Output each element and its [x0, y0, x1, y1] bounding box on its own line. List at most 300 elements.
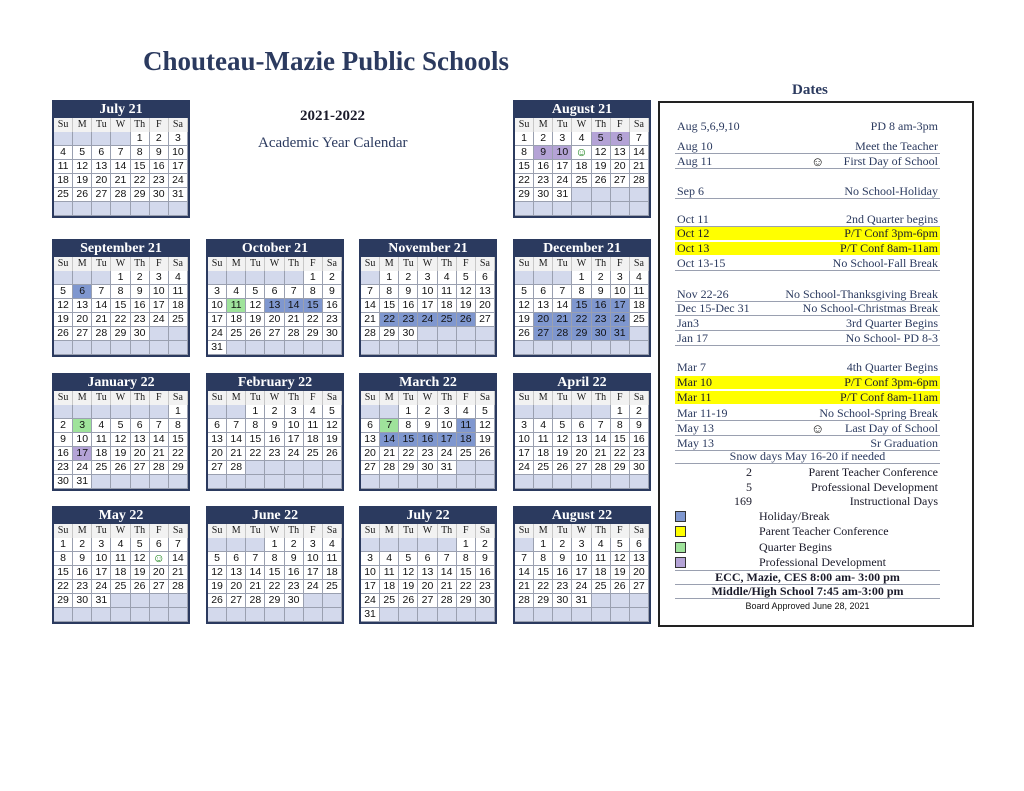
weekday-label: Th — [131, 391, 150, 405]
date-entry — [675, 213, 940, 227]
date-entry — [675, 140, 940, 154]
empty-day — [592, 594, 611, 608]
calendar-day: 26 — [399, 594, 418, 608]
empty-day — [476, 327, 495, 341]
empty-day — [323, 608, 342, 622]
calendar-day: 16 — [630, 433, 649, 447]
event-label: No School-Fall Break — [832, 256, 938, 270]
date-label: May 13 — [677, 421, 714, 435]
month-calendar — [52, 373, 190, 491]
weekday-label: M — [534, 257, 553, 271]
weekday-label: Su — [54, 524, 73, 538]
calendar-day: 19 — [515, 313, 534, 327]
calendar-day: 31 — [73, 475, 92, 489]
calendar-day: 3 — [169, 132, 188, 146]
calendar-day: 18 — [111, 566, 130, 580]
calendar-day: 26 — [323, 447, 342, 461]
calendar-day: 9 — [73, 552, 92, 566]
calendar-day: 5 — [399, 552, 418, 566]
empty-day — [611, 594, 630, 608]
calendar-day: 8 — [572, 285, 591, 299]
empty-day — [304, 475, 323, 489]
calendar-day: 30 — [131, 327, 150, 341]
calendar-day: 13 — [92, 160, 111, 174]
weekday-label: Sa — [323, 524, 342, 538]
date-entry — [675, 288, 940, 302]
calendar-day: 29 — [111, 327, 130, 341]
day-count-label: Professional Development — [811, 480, 938, 494]
calendar-day: 5 — [54, 285, 73, 299]
empty-day — [553, 271, 572, 285]
month-title: February 22 — [208, 375, 342, 391]
empty-day — [208, 405, 227, 419]
calendar-day: 20 — [534, 313, 553, 327]
calendar-day: 25 — [92, 461, 111, 475]
empty-day — [515, 475, 534, 489]
calendar-day: 10 — [572, 552, 591, 566]
empty-day — [246, 538, 265, 552]
empty-day — [227, 538, 246, 552]
calendar-day: 19 — [592, 160, 611, 174]
empty-day — [265, 475, 284, 489]
empty-day — [265, 608, 284, 622]
calendar-day: 26 — [73, 188, 92, 202]
weekday-label: Th — [285, 524, 304, 538]
weekday-label: Tu — [246, 391, 265, 405]
weekday-label: M — [73, 118, 92, 132]
calendar-day: 8 — [265, 552, 284, 566]
calendar-day: 3 — [438, 405, 457, 419]
weekday-label: M — [534, 524, 553, 538]
calendar-day: 30 — [534, 188, 553, 202]
weekday-label: Su — [54, 391, 73, 405]
weekday-label: Su — [515, 524, 534, 538]
calendar-day: 12 — [54, 299, 73, 313]
month-title: August 21 — [515, 102, 649, 118]
weekday-label: Sa — [169, 391, 188, 405]
calendar-day: 23 — [285, 580, 304, 594]
calendar-day: 28 — [285, 327, 304, 341]
calendar-day: 5 — [515, 285, 534, 299]
calendar-day: 12 — [457, 285, 476, 299]
calendar-day: 3 — [418, 271, 437, 285]
calendar-day: 6 — [361, 419, 380, 433]
calendar-day: 4 — [457, 405, 476, 419]
calendar-day: 19 — [611, 566, 630, 580]
empty-day — [227, 341, 246, 355]
empty-day — [572, 405, 591, 419]
calendar-day: 14 — [380, 433, 399, 447]
calendar-day: 10 — [553, 146, 572, 160]
calendar-day: 24 — [73, 461, 92, 475]
calendar-day: 4 — [54, 146, 73, 160]
empty-day — [169, 327, 188, 341]
calendar-day: 23 — [131, 313, 150, 327]
calendar-day: 2 — [323, 271, 342, 285]
calendar-day: 10 — [285, 419, 304, 433]
calendar-day: 22 — [131, 174, 150, 188]
calendar-day: 19 — [246, 313, 265, 327]
weekday-label: Tu — [553, 257, 572, 271]
event-label: Sr Graduation — [870, 436, 938, 450]
empty-day — [399, 475, 418, 489]
calendar-day: 13 — [227, 566, 246, 580]
calendar-day: 26 — [611, 580, 630, 594]
calendar-day: 18 — [169, 299, 188, 313]
calendar-day: 3 — [553, 132, 572, 146]
calendar-day: 5 — [208, 552, 227, 566]
empty-day — [323, 461, 342, 475]
calendar-day: 27 — [630, 580, 649, 594]
weekday-label: Tu — [246, 524, 265, 538]
event-label: 2nd Quarter begins — [846, 212, 938, 226]
calendar-day: 19 — [73, 174, 92, 188]
empty-day — [380, 341, 399, 355]
calendar-day: 29 — [169, 461, 188, 475]
calendar-day: 11 — [592, 552, 611, 566]
calendar-day: 13 — [361, 433, 380, 447]
calendar-day: 25 — [227, 327, 246, 341]
empty-day — [361, 405, 380, 419]
calendar-day: 30 — [150, 188, 169, 202]
calendar-day: 23 — [399, 313, 418, 327]
empty-day — [534, 341, 553, 355]
weekday-label: Th — [131, 257, 150, 271]
empty-day — [418, 538, 437, 552]
calendar-day: 25 — [380, 594, 399, 608]
calendar-day: 2 — [476, 538, 495, 552]
empty-day — [476, 475, 495, 489]
calendar-day: 3 — [92, 538, 111, 552]
calendar-day: 1 — [572, 271, 591, 285]
month-title: March 22 — [361, 375, 495, 391]
weekday-label: W — [418, 524, 437, 538]
calendar-day: 28 — [515, 594, 534, 608]
calendar-day: 15 — [534, 566, 553, 580]
calendar-day: 11 — [457, 419, 476, 433]
date-entry — [675, 317, 940, 331]
calendar-day: 15 — [304, 299, 323, 313]
calendar-day: 17 — [169, 160, 188, 174]
weekday-label: Su — [515, 118, 534, 132]
weekday-label: Th — [438, 257, 457, 271]
calendar-day: 13 — [418, 566, 437, 580]
empty-day — [399, 538, 418, 552]
empty-day — [169, 202, 188, 216]
calendar-day: 20 — [476, 299, 495, 313]
calendar-day: 2 — [418, 405, 437, 419]
legend-label: Professional Development — [759, 555, 886, 569]
calendar-day: 25 — [169, 313, 188, 327]
empty-day — [265, 461, 284, 475]
day-count-row — [675, 465, 940, 479]
calendar-day: 3 — [515, 419, 534, 433]
month-calendar — [359, 506, 497, 624]
calendar-day: 7 — [227, 419, 246, 433]
empty-day — [361, 475, 380, 489]
calendar-day: 9 — [265, 419, 284, 433]
calendar-day: 11 — [323, 552, 342, 566]
event-label: P/T Conf 8am-11am — [840, 241, 938, 255]
weekday-label: M — [73, 391, 92, 405]
calendar-day: 1 — [111, 271, 130, 285]
date-label: Sep 6 — [677, 184, 704, 198]
weekday-label: Su — [361, 391, 380, 405]
calendar-day: 12 — [208, 566, 227, 580]
calendar-day: 14 — [111, 160, 130, 174]
empty-day — [111, 475, 130, 489]
calendar-day: 4 — [169, 271, 188, 285]
calendar-day: 15 — [54, 566, 73, 580]
empty-day — [630, 475, 649, 489]
calendar-day: 4 — [92, 419, 111, 433]
calendar-day: 22 — [169, 447, 188, 461]
calendar-day: 19 — [553, 447, 572, 461]
weekday-label: Sa — [476, 257, 495, 271]
event-label: 3rd Quarter Begins — [846, 316, 938, 330]
calendar-day: 21 — [553, 313, 572, 327]
empty-day — [131, 405, 150, 419]
event-label: No School- PD 8-3 — [845, 331, 938, 345]
calendar-day: 25 — [54, 188, 73, 202]
empty-day — [92, 405, 111, 419]
calendar-day: 1 — [611, 405, 630, 419]
calendar-day: 10 — [150, 285, 169, 299]
weekday-label: Sa — [630, 257, 649, 271]
month-title: November 21 — [361, 241, 495, 257]
calendar-day: 21 — [92, 313, 111, 327]
calendar-day: 21 — [515, 580, 534, 594]
weekday-label: F — [611, 118, 630, 132]
calendar-day: 24 — [150, 313, 169, 327]
calendar-day: 29 — [131, 188, 150, 202]
date-entry — [675, 361, 940, 374]
calendar-day: 6 — [227, 552, 246, 566]
calendar-day: 10 — [304, 552, 323, 566]
empty-day — [169, 608, 188, 622]
empty-day — [246, 271, 265, 285]
calendar-day: 23 — [265, 447, 284, 461]
weekday-label: Th — [592, 118, 611, 132]
empty-day — [534, 405, 553, 419]
calendar-day: 18 — [592, 566, 611, 580]
empty-day — [361, 341, 380, 355]
calendar-day: 26 — [592, 174, 611, 188]
empty-day — [630, 341, 649, 355]
weekday-label: F — [457, 257, 476, 271]
calendar-day: 9 — [285, 552, 304, 566]
calendar-day: 5 — [246, 285, 265, 299]
month-calendar — [206, 239, 344, 357]
weekday-label: Tu — [92, 118, 111, 132]
smiley-icon: ☺ — [811, 154, 825, 169]
calendar-day: 13 — [265, 299, 284, 313]
calendar-day: 27 — [534, 327, 553, 341]
empty-day — [438, 475, 457, 489]
date-label: Nov 22-26 — [677, 287, 729, 301]
calendar-day: 24 — [611, 313, 630, 327]
calendar-day: 30 — [285, 594, 304, 608]
calendar-day: 2 — [73, 538, 92, 552]
calendar-day: 14 — [630, 146, 649, 160]
empty-day — [457, 341, 476, 355]
calendar-day: 12 — [476, 419, 495, 433]
calendar-day: 17 — [150, 299, 169, 313]
calendar-day: 30 — [418, 461, 437, 475]
calendar-day: 24 — [285, 447, 304, 461]
calendar-day: 3 — [304, 538, 323, 552]
date-label: Jan3 — [677, 316, 699, 330]
calendar-day: 28 — [592, 461, 611, 475]
event-label: No School-Holiday — [844, 184, 938, 198]
calendar-day: 26 — [553, 461, 572, 475]
month-calendar — [52, 239, 190, 357]
event-label: Last Day of School — [845, 421, 938, 435]
school-hours: Middle/High School 7:45 am-3:00 pm — [675, 584, 940, 599]
calendar-day: 2 — [630, 405, 649, 419]
calendar-day: 20 — [611, 160, 630, 174]
empty-day — [515, 608, 534, 622]
empty-day — [227, 405, 246, 419]
calendar-day: 30 — [553, 594, 572, 608]
calendar-day: 28 — [150, 461, 169, 475]
calendar-day: 1 — [515, 132, 534, 146]
calendar-day: 26 — [457, 313, 476, 327]
empty-day — [553, 202, 572, 216]
calendar-day: 2 — [592, 271, 611, 285]
weekday-label: Sa — [169, 118, 188, 132]
dates-title: Dates — [792, 82, 828, 98]
event-label: PD 8 am-3pm — [870, 119, 938, 133]
empty-day — [92, 608, 111, 622]
calendar-day: 4 — [380, 552, 399, 566]
weekday-label: Su — [208, 524, 227, 538]
month-calendar — [359, 373, 497, 491]
calendar-day: 23 — [534, 174, 553, 188]
smiley-icon: ☺ — [811, 421, 825, 436]
empty-day — [323, 341, 342, 355]
calendar-day: 13 — [611, 146, 630, 160]
weekday-label: Th — [285, 391, 304, 405]
empty-day — [418, 475, 437, 489]
legend-swatch — [675, 557, 686, 568]
date-entry — [675, 120, 940, 133]
calendar-day: 10 — [611, 285, 630, 299]
calendar-day: 24 — [515, 461, 534, 475]
calendar-day: 17 — [208, 313, 227, 327]
calendar-day: 16 — [534, 160, 553, 174]
weekday-label: Th — [592, 257, 611, 271]
empty-day — [438, 327, 457, 341]
calendar-day: 27 — [150, 580, 169, 594]
calendar-day: 16 — [399, 299, 418, 313]
calendar-day: 29 — [611, 461, 630, 475]
calendar-day: 16 — [73, 566, 92, 580]
calendar-day: 20 — [131, 447, 150, 461]
calendar-day: 17 — [418, 299, 437, 313]
calendar-day: 12 — [399, 566, 418, 580]
calendar-day: 4 — [438, 271, 457, 285]
weekday-label: Sa — [476, 524, 495, 538]
calendar-day: 8 — [611, 419, 630, 433]
empty-day — [418, 327, 437, 341]
calendar-day: 18 — [227, 313, 246, 327]
weekday-label: Tu — [399, 524, 418, 538]
calendar-day: 27 — [227, 594, 246, 608]
calendar-day: 1 — [246, 405, 265, 419]
empty-day — [438, 608, 457, 622]
calendar-day: 26 — [131, 580, 150, 594]
weekday-label: F — [457, 391, 476, 405]
calendar-day: 31 — [553, 188, 572, 202]
calendar-day: 28 — [111, 188, 130, 202]
weekday-label: W — [572, 524, 591, 538]
calendar-day: 25 — [304, 447, 323, 461]
month-title: July 21 — [54, 102, 188, 118]
calendar-day: 9 — [553, 552, 572, 566]
empty-day — [630, 608, 649, 622]
empty-day — [150, 327, 169, 341]
empty-day — [131, 341, 150, 355]
month-title: September 21 — [54, 241, 188, 257]
calendar-day: 12 — [553, 433, 572, 447]
calendar-day: 7 — [438, 552, 457, 566]
empty-day — [92, 202, 111, 216]
weekday-label: Th — [592, 391, 611, 405]
calendar-day: 21 — [630, 160, 649, 174]
calendar-day: 10 — [169, 146, 188, 160]
calendar-day: 16 — [592, 299, 611, 313]
calendar-day: 5 — [553, 419, 572, 433]
legend-swatch — [675, 542, 686, 553]
empty-day — [73, 202, 92, 216]
empty-day — [630, 327, 649, 341]
weekday-label: Tu — [399, 391, 418, 405]
empty-day — [438, 538, 457, 552]
date-label: Mar 10 — [677, 375, 712, 389]
empty-day — [304, 608, 323, 622]
calendar-day: 20 — [361, 447, 380, 461]
event-label: No School-Christmas Break — [802, 301, 938, 315]
calendar-day: 16 — [553, 566, 572, 580]
calendar-day: 24 — [92, 580, 111, 594]
calendar-day: 18 — [304, 433, 323, 447]
calendar-day: 16 — [285, 566, 304, 580]
empty-day — [285, 271, 304, 285]
calendar-day: 18 — [323, 566, 342, 580]
empty-day — [630, 594, 649, 608]
calendar-day: 2 — [553, 538, 572, 552]
weekday-label: Tu — [553, 118, 572, 132]
weekday-label: Th — [285, 257, 304, 271]
empty-day — [572, 608, 591, 622]
calendar-day: 17 — [304, 566, 323, 580]
empty-day — [476, 341, 495, 355]
page-title: Chouteau-Mazie Public Schools — [143, 46, 510, 76]
month-calendar — [52, 100, 190, 218]
calendar-day: 19 — [131, 566, 150, 580]
month-calendar — [513, 100, 651, 218]
empty-day — [131, 202, 150, 216]
calendar-day: 22 — [399, 447, 418, 461]
calendar-day: 15 — [131, 160, 150, 174]
weekday-label: F — [150, 257, 169, 271]
day-count-value: 169 — [734, 494, 752, 508]
calendar-day: 23 — [553, 580, 572, 594]
calendar-day: 2 — [150, 132, 169, 146]
weekday-label: F — [304, 257, 323, 271]
calendar-day: 24 — [361, 594, 380, 608]
